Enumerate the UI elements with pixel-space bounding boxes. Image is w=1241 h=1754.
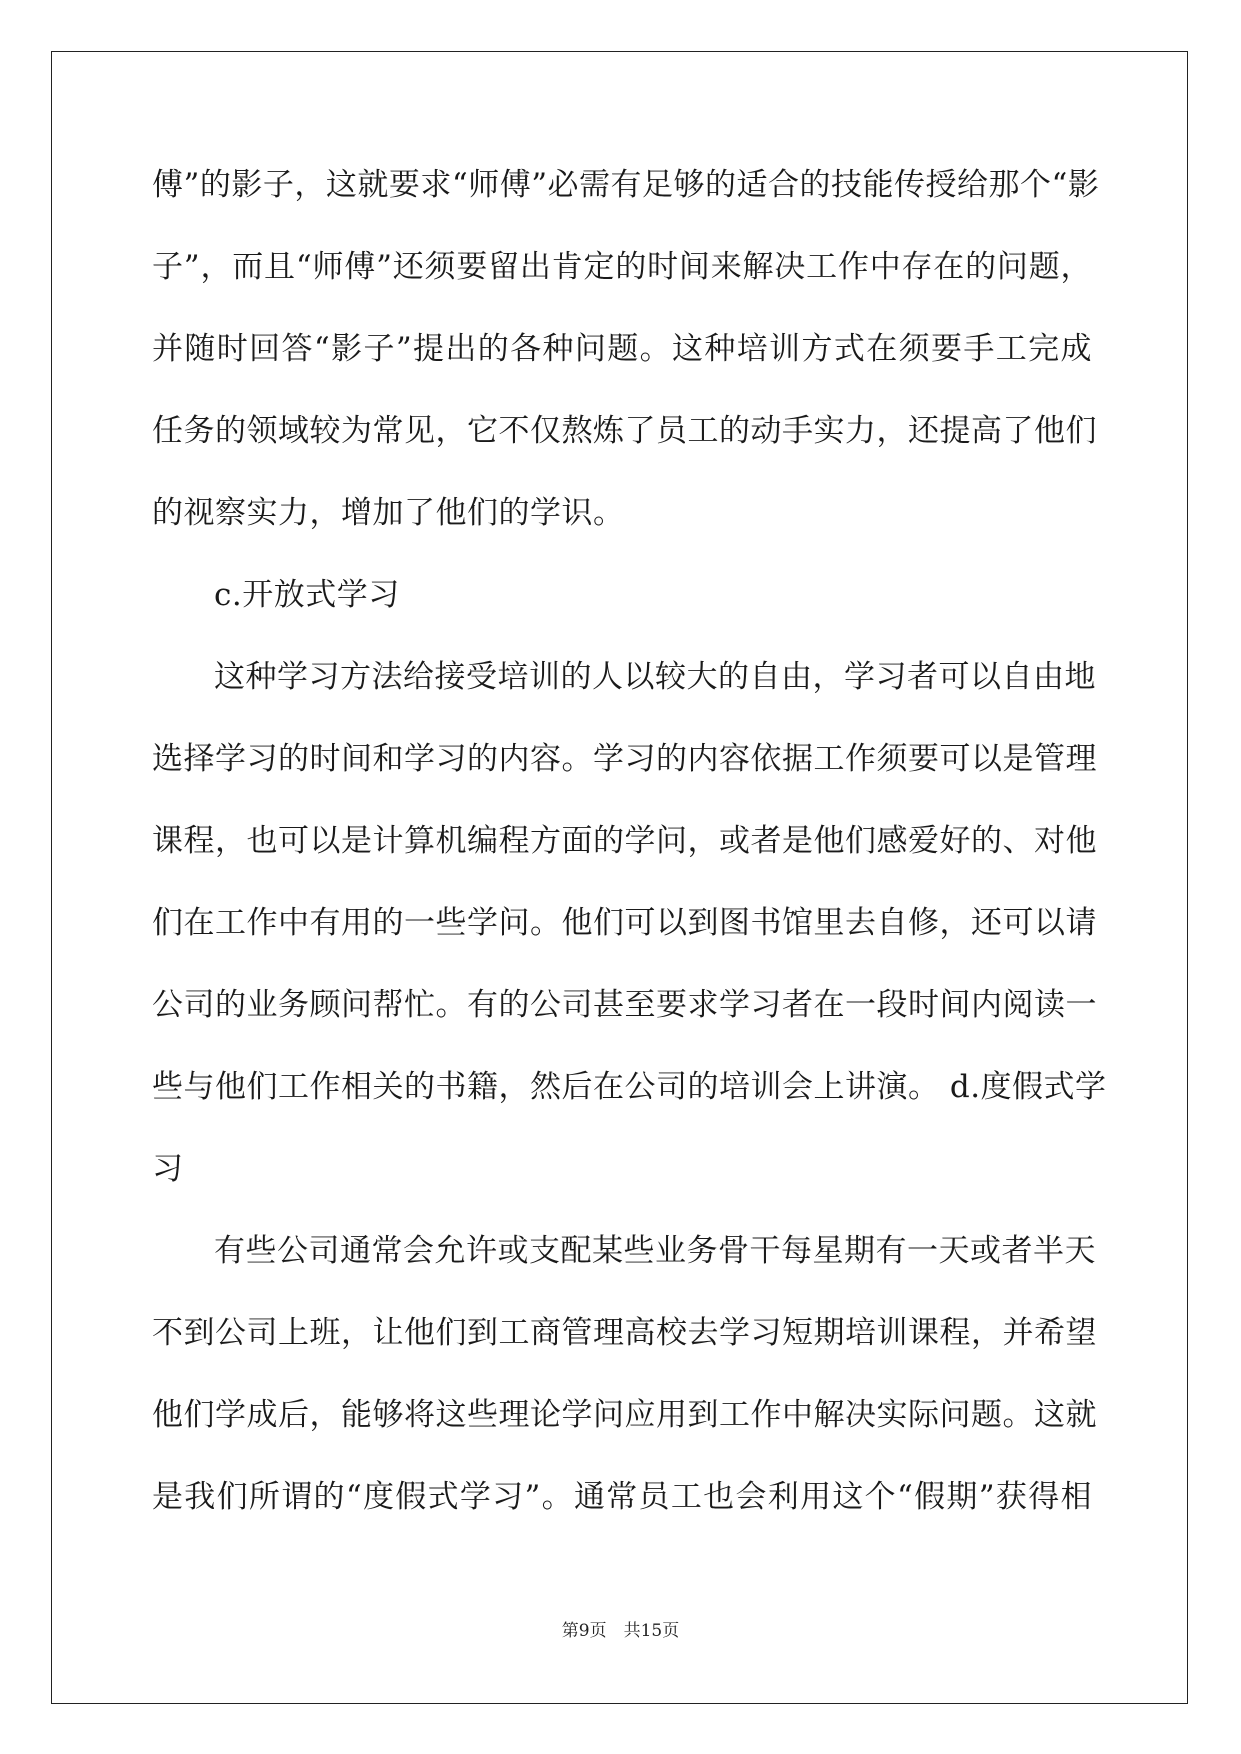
paragraph-line: 这种学习方法给接受培训的人以较大的自由，学习者可以自由地 <box>214 659 1096 695</box>
paragraph-line: 并随时回答“影子”提出的各种问题。这种培训方式在须要手工完成 <box>152 331 1092 367</box>
paragraph-line: 们在工作中有用的一些学问。他们可以到图书馆里去自修，还可以请 <box>152 905 1097 941</box>
page-number: 第9页 共15页 <box>561 1621 680 1641</box>
paragraph-line: 习 <box>152 1151 184 1187</box>
paragraph-line: 子”，而且“师傅”还须要留出肯定的时间来解决工作中存在的问题， <box>152 249 1092 285</box>
paragraph-line: 是我们所谓的“度假式学习”。通常员工也会利用这个“假期”获得相 <box>152 1479 1092 1515</box>
paragraph-line: 课程，也可以是计算机编程方面的学问，或者是他们感爱好的、对他 <box>152 823 1097 859</box>
paragraph-line: 任务的领域较为常见，它不仅熬炼了员工的动手实力，还提高了他们 <box>152 413 1097 449</box>
paragraph-line: 些与他们工作相关的书籍，然后在公司的培训会上讲演。 d.度假式学 <box>152 1069 1107 1105</box>
paragraph-line: 的视察实力，增加了他们的学识。 <box>152 495 625 531</box>
paragraph-line: 他们学成后，能够将这些理论学问应用到工作中解决实际问题。这就 <box>152 1397 1097 1433</box>
document-body <box>152 152 1107 1546</box>
paragraph-line: 选择学习的时间和学习的内容。学习的内容依据工作须要可以是管理 <box>152 741 1097 777</box>
paragraph-line: 不到公司上班，让他们到工商管理高校去学习短期培训课程，并希望 <box>152 1315 1097 1351</box>
paragraph-line: 有些公司通常会允许或支配某些业务骨干每星期有一天或者半天 <box>214 1233 1096 1269</box>
section-heading: c.开放式学习 <box>214 577 400 613</box>
paragraph-line: 傅”的影子，这就要求“师傅”必需有足够的适合的技能传授给那个“影 <box>152 167 1100 203</box>
paragraph-line: 公司的业务顾问帮忙。有的公司甚至要求学习者在一段时间内阅读一 <box>152 987 1097 1023</box>
